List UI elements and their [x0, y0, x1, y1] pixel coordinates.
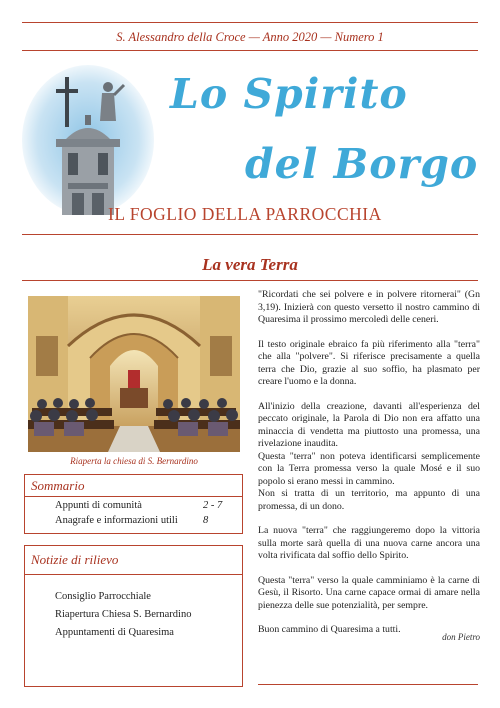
toc-item-page: 8	[203, 515, 209, 526]
article-paragraph: Buon cammino di Quaresima a tutti.	[258, 624, 401, 635]
sommario-title-rule	[25, 496, 242, 497]
top-rule	[22, 22, 478, 23]
bell-tower-with-cross-icon	[22, 65, 154, 215]
masthead-title-line1: Lo Spirito	[170, 70, 408, 118]
notizie-item: Riapertura Chiesa S. Bernardino	[55, 609, 192, 620]
notizie-box	[24, 545, 243, 687]
toc-item-label: Anagrafe e informazioni utili	[55, 515, 178, 526]
footer-rule	[258, 684, 478, 685]
headline-rule	[22, 280, 478, 281]
article-paragraph: "Ricordati che sei polvere e in polvere ritornerai" (Gn 3,19). Inizierà con questo versetto il nostro cammino di Quaresima il prossimo mercoledì delle ceneri.	[258, 289, 480, 325]
toc-item-page: 2 - 7	[203, 500, 223, 511]
header-bottom-rule	[22, 234, 478, 235]
article-paragraph: All'inizio della creazione, davanti all'esperienza del peccato originale, la Parola di Dio non era affatto una minaccia di vendetta ma piuttosto una promessa, una rivelazione inaudita.	[258, 400, 480, 449]
photo-caption: Riaperta la chiesa di S. Bernardino	[70, 456, 198, 466]
article-paragraph: Non si tratta di un territorio, ma appunto di una promessa, di un dono.	[258, 488, 480, 512]
church-interior-photo	[28, 296, 240, 452]
issue-line: S. Alessandro della Croce — Anno 2020 — Numero 1	[116, 30, 384, 44]
article-signature: don Pietro	[442, 632, 480, 642]
article-paragraph: Il testo originale ebraico fa più riferimento alla "terra" che alla "polvere". Si riferisce precisamente a quella terra che Dio, grazie al suo soffio, ha plasmato per creare l'uomo e la donna.	[258, 338, 480, 387]
article-paragraph: La nuova "terra" che raggiungeremo dopo la vittoria sulla morte sarà quella di una nuova carne ancora una volta rivificata dal soffio dello Spirito.	[258, 525, 480, 561]
sommario-box	[24, 474, 243, 534]
article-headline: La vera Terra	[202, 255, 298, 274]
notizie-title: Notizie di rilievo	[31, 552, 119, 567]
article-paragraph: Questa "terra" non poteva identificarsi semplicemente con la Terra promessa verso la quale Mosé e il suo popolo si erano messi in cammino.	[258, 450, 480, 487]
notizie-item: Appuntamenti di Quaresima	[55, 627, 174, 638]
notizie-item: Consiglio Parrocchiale	[55, 591, 151, 602]
toc-item-label: Appunti di comunità	[55, 500, 142, 511]
issue-rule	[22, 50, 478, 51]
article-paragraph: Questa "terra" verso la quale camminiamo è la carne di Gesù, il Risorto. Una carne capace ormai di amare nella pienezza delle sue potenzialità, per sempre.	[258, 574, 480, 611]
article-body	[258, 289, 480, 649]
masthead-subtitle: IL FOGLIO DELLA PARROCCHIA	[108, 204, 382, 224]
notizie-title-rule	[25, 574, 242, 575]
masthead-title-line2: del Borgo	[245, 140, 479, 188]
sommario-title: Sommario	[31, 478, 85, 493]
